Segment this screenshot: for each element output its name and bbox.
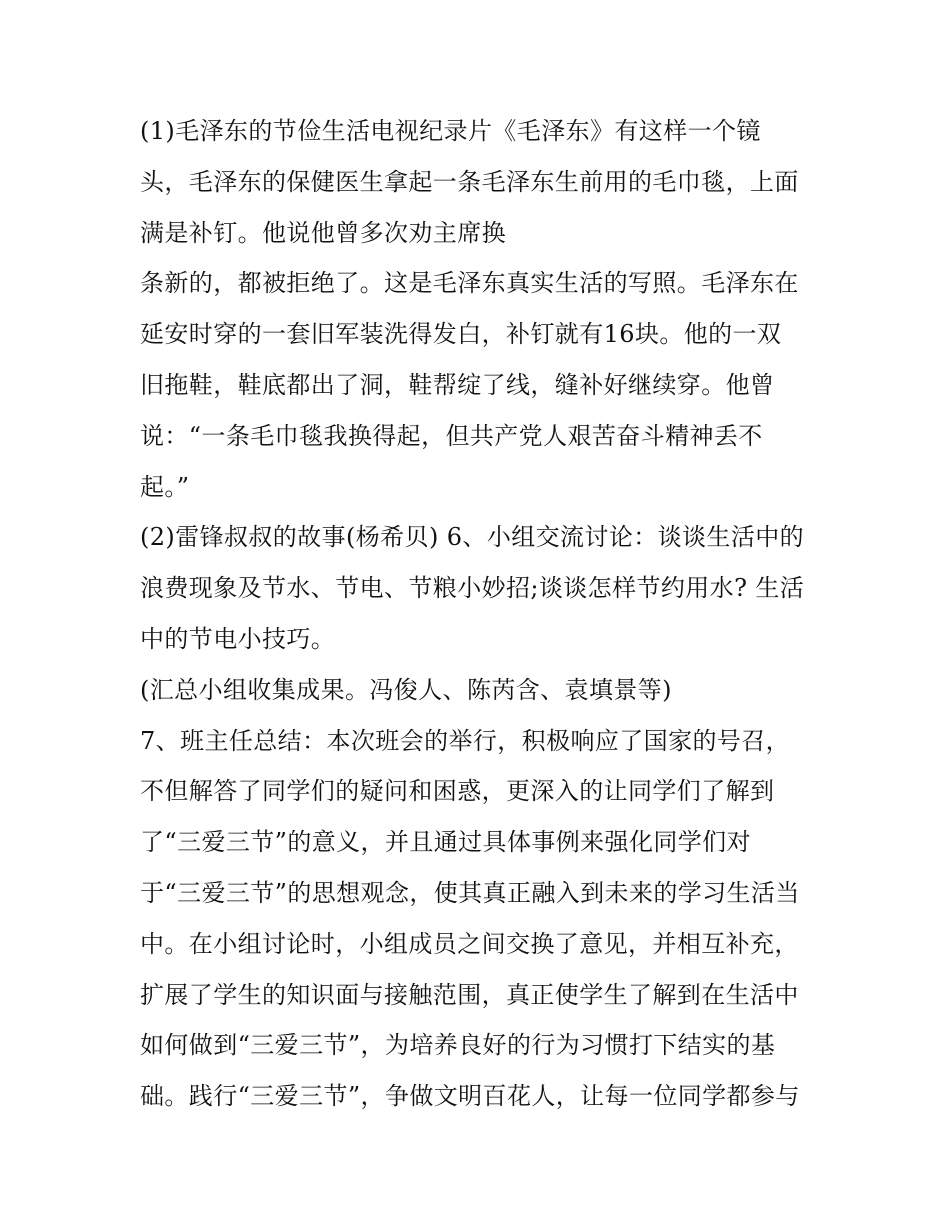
text-line: 7、班主任总结：本次班会的举行，积极响应了国家的号召，: [140, 726, 791, 755]
document-body: [140, 106, 830, 1122]
text-line: 头，毛泽东的保健医生拿起一条毛泽东生前用的毛巾毯，上面: [140, 167, 799, 196]
text-line: 中的节电小技巧。: [140, 624, 336, 653]
text-line: 起。”: [140, 472, 190, 501]
text-line: 旧拖鞋，鞋底都出了洞，鞋帮绽了线，缝补好继续穿。他曾: [140, 370, 775, 399]
text-line: 于“三爱三节”的思想观念，使其真正融入到未来的学习生活当: [140, 878, 800, 907]
text-line: 了“三爱三节”的意义，并且通过具体事例来强化同学们对: [140, 828, 751, 857]
text-line: 延安时穿的一套旧军装洗得发白，补钉就有16块。他的一双: [140, 320, 782, 349]
text-line: 不但解答了同学们的疑问和困惑，更深入的让同学们了解到: [140, 777, 775, 806]
text-line: 础。践行“三爱三节”，争做文明百花人，让每一位同学都参与: [140, 1082, 800, 1111]
text-line: 说：“一条毛巾毯我换得起，但共产党人艰苦奋斗精神丢不: [140, 421, 763, 450]
text-line: (汇总小组收集成果。冯俊人、陈芮含、袁填景等): [140, 675, 672, 704]
text-line: (1)毛泽东的节俭生活电视纪录片《毛泽东》有这样一个镜: [140, 117, 761, 145]
text-line: (2)雷锋叔叔的故事(杨希贝) 6、小组交流讨论：谈谈生活中的: [140, 523, 805, 552]
text-line: 中。在小组讨论时，小组成员之间交换了意见，并相互补充，: [140, 929, 799, 958]
text-line: 扩展了学生的知识面与接触范围，真正使学生了解到在生活中: [140, 980, 799, 1009]
text-line: 满是补钉。他说他曾多次劝主席换: [140, 218, 506, 247]
text-line: 如何做到“三爱三节”，为培养良好的行为习惯打下结实的基: [140, 1031, 776, 1060]
text-line: 浪费现象及节水、节电、节粮小妙招;谈谈怎样节约用水? 生活: [140, 574, 805, 603]
text-line: 条新的，都被拒绝了。这是毛泽东真实生活的写照。毛泽东在: [140, 269, 799, 298]
